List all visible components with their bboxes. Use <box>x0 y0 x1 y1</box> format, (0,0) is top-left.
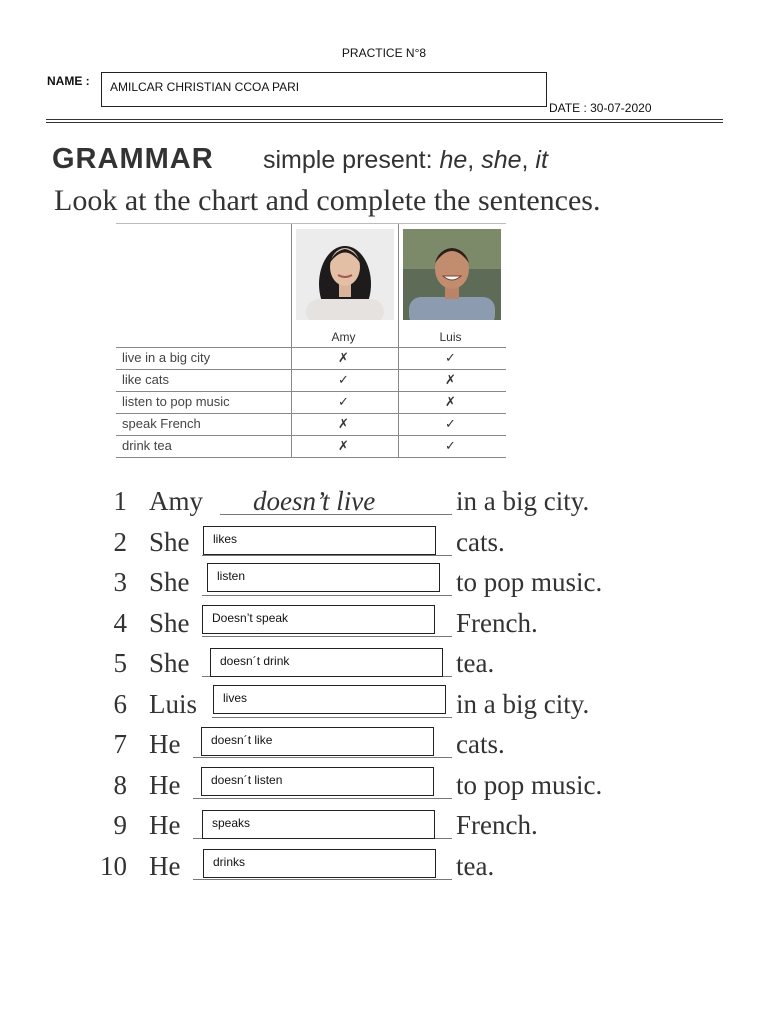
chart-mark-luis: ✓ <box>445 350 456 365</box>
answer-line <box>193 879 452 880</box>
sentence-ending: cats. <box>456 527 505 557</box>
answer-field[interactable]: speaks <box>202 810 435 839</box>
name-label: NAME : <box>47 74 90 88</box>
chart-row-label: drink tea <box>122 438 172 453</box>
date-label: DATE : 30-07-2020 <box>549 101 652 115</box>
chart-mark-luis: ✓ <box>445 438 456 453</box>
sentence-subject: Amy <box>149 486 203 516</box>
sentence-number: 7 <box>113 729 127 759</box>
answer-field[interactable]: Doesn’t speak <box>202 605 435 634</box>
sentence-ending: French. <box>456 608 538 638</box>
sentence-number: 9 <box>113 810 127 840</box>
answer-line <box>212 717 452 718</box>
chart-row-label: live in a big city <box>122 350 211 365</box>
sentence-number: 5 <box>113 648 127 678</box>
header-divider-bottom <box>46 122 723 123</box>
instructions: Look at the chart and complete the sentences. <box>54 184 601 217</box>
answer-line <box>193 798 452 799</box>
sentence-number: 8 <box>113 770 127 800</box>
sentence-ending: in a big city. <box>456 486 590 516</box>
amy-photo <box>296 229 394 320</box>
answer-line <box>202 595 452 596</box>
chart-header-amy: Amy <box>331 330 356 344</box>
sentence-number: 3 <box>113 567 127 597</box>
chart-mark-amy: ✗ <box>338 438 349 453</box>
sentence-subject: Luis <box>149 689 198 719</box>
chart-mark-amy: ✗ <box>338 350 349 365</box>
sentence-subject: He <box>149 810 181 840</box>
sentence-subject: He <box>149 729 181 759</box>
sentence-ending: in a big city. <box>456 689 590 719</box>
chart-mark-luis: ✓ <box>445 416 456 431</box>
sentence-subject: She <box>149 648 190 678</box>
answer-field[interactable]: doesn´t drink <box>210 648 443 677</box>
answer-field[interactable]: drinks <box>203 849 436 878</box>
sentence-number: 2 <box>113 527 127 557</box>
sentence-subject: She <box>149 527 190 557</box>
sentence-number: 1 <box>113 486 127 516</box>
example-answer: doesn’t live <box>253 486 376 516</box>
sentence-number: 6 <box>113 689 127 719</box>
answer-field[interactable]: likes <box>203 526 436 555</box>
comparison-chart <box>116 223 506 458</box>
sentence-subject: She <box>149 608 190 638</box>
sentence-subject: She <box>149 567 190 597</box>
answer-line <box>193 757 452 758</box>
luis-photo <box>403 229 501 320</box>
chart-mark-amy: ✗ <box>338 416 349 431</box>
sentence-ending: to pop music. <box>456 770 603 800</box>
sentence-number: 4 <box>113 608 127 638</box>
sentence-ending: tea. <box>456 851 495 881</box>
header-divider-top <box>46 119 723 120</box>
answer-field[interactable]: lives <box>213 685 446 714</box>
sentence-ending: cats. <box>456 729 505 759</box>
chart-header-luis: Luis <box>439 330 462 344</box>
sentence-number: 10 <box>100 851 127 881</box>
answer-field[interactable]: doesn´t listen <box>201 767 434 796</box>
sentence-ending: to pop music. <box>456 567 603 597</box>
chart-mark-luis: ✗ <box>445 372 456 387</box>
chart-mark-amy: ✓ <box>338 372 349 387</box>
chart-row-label: speak French <box>122 416 201 431</box>
grammar-topic: simple present: he, she, it <box>263 146 548 174</box>
student-name-field[interactable]: AMILCAR CHRISTIAN CCOA PARI <box>101 72 547 107</box>
answer-field[interactable]: listen <box>207 563 440 592</box>
chart-row-label: listen to pop music <box>122 394 230 409</box>
grammar-heading: GRAMMAR <box>52 143 214 175</box>
sentence-ending: French. <box>456 810 538 840</box>
answer-line <box>202 636 452 637</box>
answer-field[interactable]: doesn´t like <box>201 727 434 756</box>
answer-line <box>202 555 452 556</box>
sentence-subject: He <box>149 770 181 800</box>
chart-mark-luis: ✗ <box>445 394 456 409</box>
sentence-subject: He <box>149 851 181 881</box>
sentence-ending: tea. <box>456 648 495 678</box>
chart-mark-amy: ✓ <box>338 394 349 409</box>
practice-title: PRACTICE N°8 <box>341 46 427 60</box>
chart-row-label: like cats <box>122 372 169 387</box>
